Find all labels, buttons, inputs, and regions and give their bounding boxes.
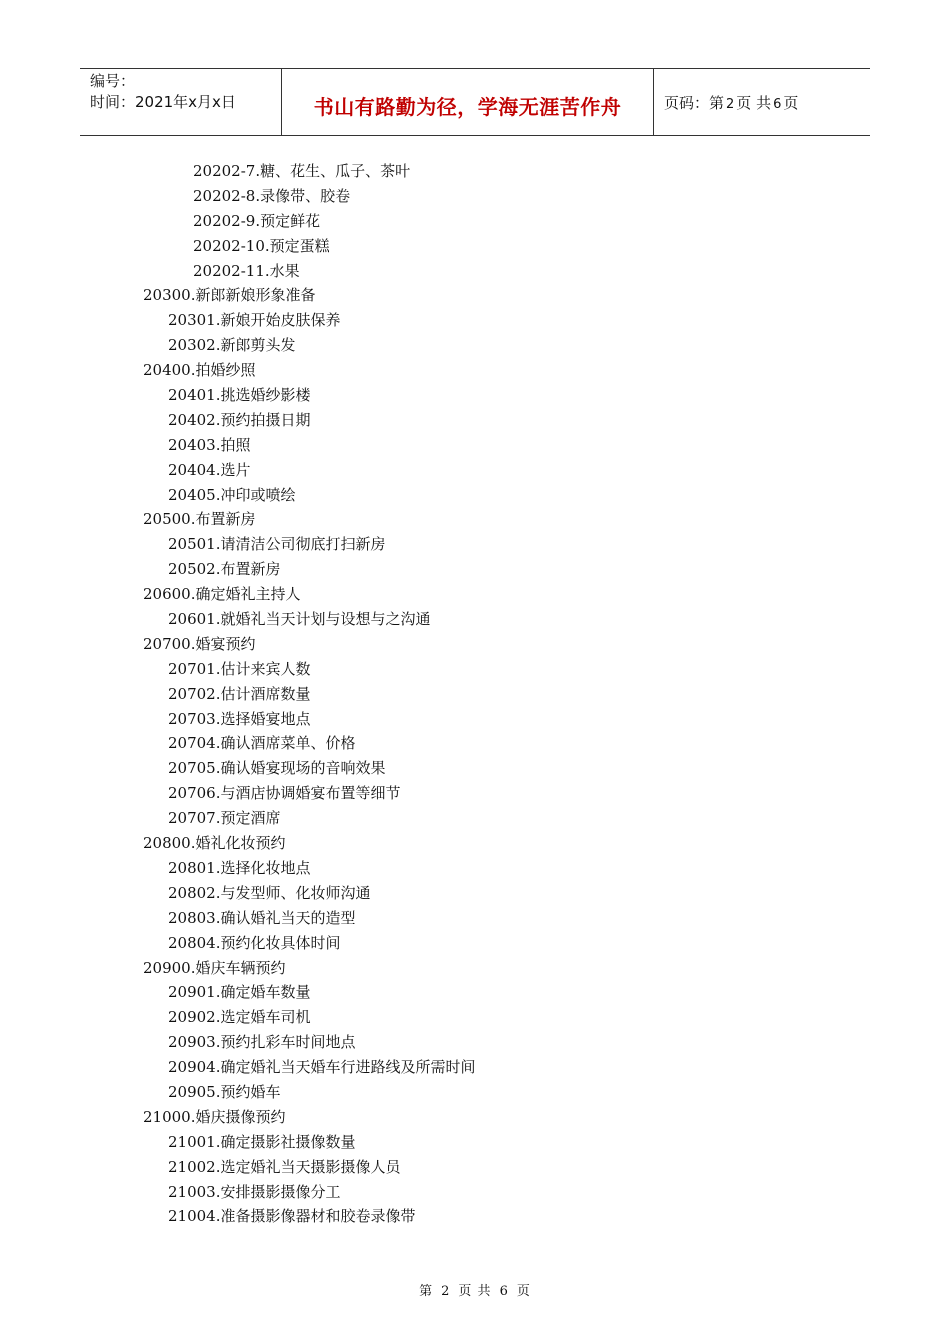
outline-item-level-2: 20705.确认婚宴现场的音响效果 <box>168 759 386 778</box>
outline-item-level-2: 20402.预约拍摄日期 <box>168 410 311 429</box>
outline-item-level-2: 20902.选定婚车司机 <box>168 1008 311 1027</box>
outline-item-level-2: 20702.估计酒席数量 <box>168 684 311 703</box>
outline-item-level-2: 20701.估计来宾人数 <box>168 659 311 678</box>
outline-item-level-3: 20202-7.糖、花生、瓜子、茶叶 <box>193 162 411 180</box>
page-header <box>80 68 870 136</box>
header-page-prefix: 页码：第 <box>664 94 725 112</box>
outline-item-level-2: 21001.确定摄影社摄像数量 <box>168 1132 356 1151</box>
outline-item-level-1: 20400.拍婚纱照 <box>143 361 256 380</box>
outline-item-level-2: 20404.选片 <box>168 460 251 479</box>
outline-item-level-3: 20202-11.水果 <box>193 261 300 280</box>
outline-item-level-2: 20403.拍照 <box>168 435 251 454</box>
outline-item-level-1: 20900.婚庆车辆预约 <box>143 958 286 977</box>
outline-item-level-2: 21003.安排摄影摄像分工 <box>168 1182 341 1201</box>
header-meta-cell <box>80 69 282 135</box>
header-page-total: 6 <box>773 97 782 112</box>
outline-item-level-2: 20703.选择婚宴地点 <box>168 709 311 728</box>
outline-item-level-2: 20901.确定婚车数量 <box>168 983 311 1002</box>
outline-item-level-2: 20905.预约婚车 <box>168 1082 281 1101</box>
outline-item-level-3: 20202-8.录像带、胶卷 <box>193 186 351 205</box>
header-page-suffix: 页 <box>783 94 799 112</box>
outline-item-level-3: 20202-9.预定鲜花 <box>193 211 321 230</box>
document-time-label: 时间：2021年x月x日 <box>90 93 236 111</box>
page-footer <box>0 1280 950 1299</box>
outline-item-level-2: 20405.冲印或喷绘 <box>168 485 296 504</box>
header-motto: 书山有路勤为径，学海无涯苦作舟 <box>313 95 622 119</box>
outline-item-level-2: 20401.挑选婚纱影楼 <box>168 386 311 405</box>
outline-item-level-2: 20904.确定婚礼当天婚车行进路线及所需时间 <box>168 1058 476 1077</box>
outline-item-level-1: 21000.婚庆摄像预约 <box>143 1107 286 1126</box>
outline-item-level-2: 20501.请清洁公司彻底打扫新房 <box>168 535 386 554</box>
footer-page-current: 2 <box>441 1284 451 1299</box>
outline-item-level-1: 20600.确定婚礼主持人 <box>143 585 301 604</box>
outline-item-level-2: 20804.预约化妆具体时间 <box>168 933 341 952</box>
header-page-cell <box>654 69 870 135</box>
outline-item-level-1: 20800.婚礼化妆预约 <box>143 834 286 853</box>
outline-item-level-1: 20500.布置新房 <box>143 510 256 529</box>
document-number-label: 编号： <box>90 72 136 90</box>
outline-item-level-2: 20803.确认婚礼当天的造型 <box>168 908 356 927</box>
outline-item-level-1: 20300.新郎新娘形象准备 <box>143 286 316 305</box>
outline-list <box>0 159 950 1229</box>
outline-item-level-2: 20302.新郎剪头发 <box>168 336 296 355</box>
outline-item-level-2: 21002.选定婚礼当天摄影摄像人员 <box>168 1157 401 1176</box>
footer-suffix: 页 <box>516 1284 531 1299</box>
outline-item-level-2: 20706.与酒店协调婚宴布置等细节 <box>168 784 401 803</box>
outline-item-level-2: 20707.预定酒席 <box>168 809 281 828</box>
footer-page-total: 6 <box>499 1284 509 1299</box>
outline-item-level-3: 20202-10.预定蛋糕 <box>193 236 330 255</box>
outline-item-level-2: 20601.就婚礼当天计划与设想与之沟通 <box>168 610 431 629</box>
footer-middle: 页 共 <box>458 1284 492 1299</box>
header-page-middle: 页 共 <box>736 94 772 112</box>
outline-item-level-2: 20502.布置新房 <box>168 560 281 579</box>
outline-item-level-2: 20903.预约扎彩车时间地点 <box>168 1033 356 1052</box>
outline-item-level-2: 20301.新娘开始皮肤保养 <box>168 311 341 330</box>
header-motto-cell <box>282 69 654 135</box>
footer-prefix: 第 <box>419 1284 434 1299</box>
header-page-current: 2 <box>726 97 735 112</box>
outline-item-level-2: 21004.准备摄影像器材和胶卷录像带 <box>168 1207 416 1226</box>
outline-item-level-2: 20704.确认酒席菜单、价格 <box>168 734 356 753</box>
outline-item-level-2: 20802.与发型师、化妆师沟通 <box>168 883 371 902</box>
outline-item-level-2: 20801.选择化妆地点 <box>168 858 311 877</box>
outline-item-level-1: 20700.婚宴预约 <box>143 634 256 653</box>
